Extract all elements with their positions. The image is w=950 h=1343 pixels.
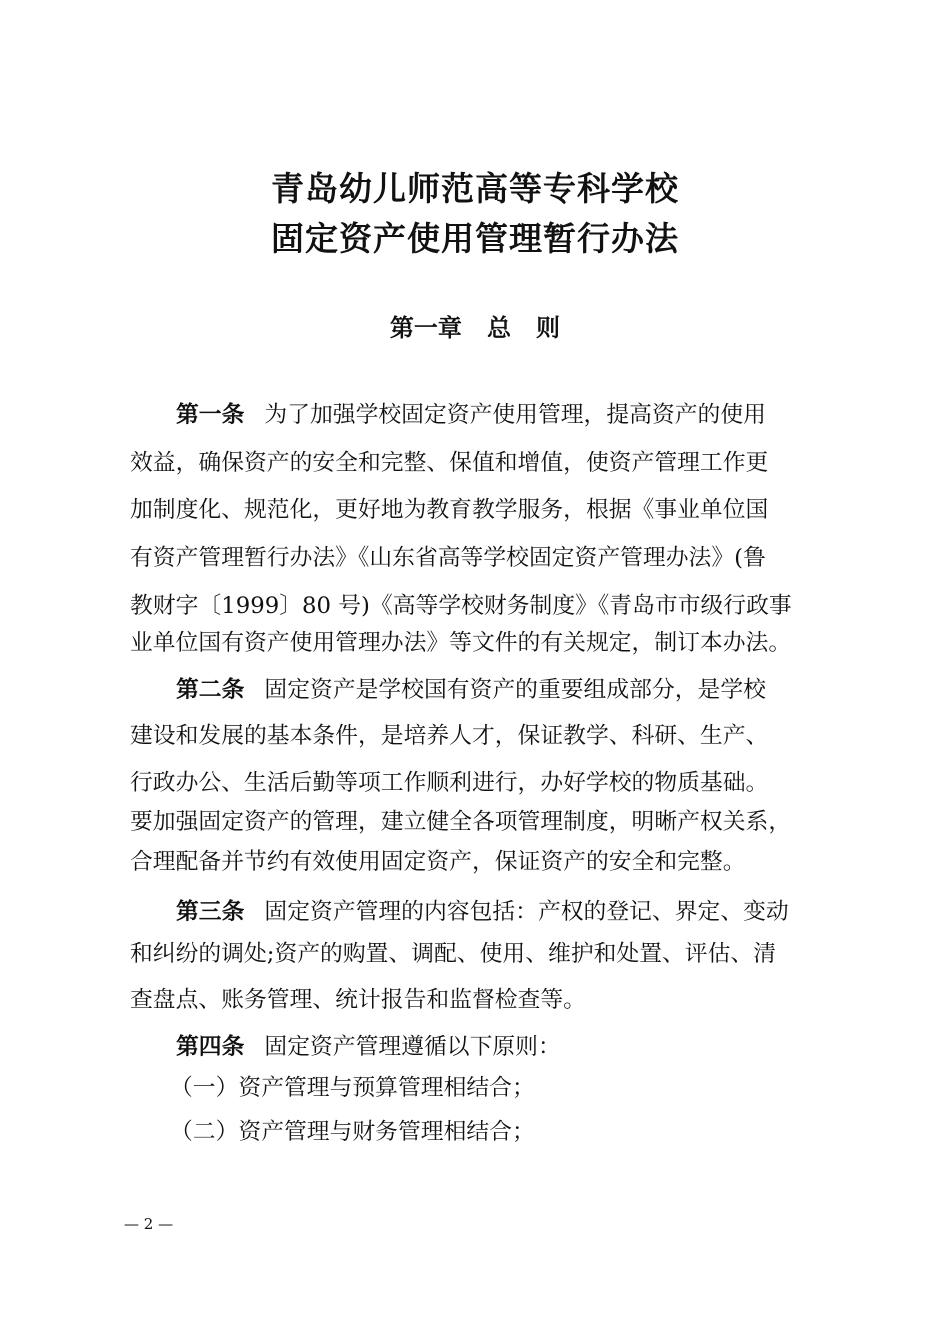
article3-text: 固定资产管理的内容包括：产权的登记、界定、变动 [264,899,789,925]
article2-line: 合理配备并节约有效使用固定资产，保证资产的安全和完整。 [130,849,746,875]
article1-line: 效益，确保资产的安全和完整、保值和增值，使资产管理工作更 [130,450,769,476]
article3-first-line [176,895,820,929]
article1-line: 业单位国有资产使用管理办法》等文件的有关规定，制订本办法。 [130,630,792,656]
article2-line: 建设和发展的基本条件，是培养人才，保证教学、科研、生产、 [130,723,769,749]
article3-line: 查盘点、账务管理、统计报告和监督检查等。 [130,987,586,1013]
article2-first-line [176,673,820,707]
article2-label: 第二条 [176,677,245,703]
article3-line: 和纠纷的调处;资产的购置、调配、使用、维护和处置、评估、清 [130,941,776,967]
article4-text: 固定资产管理遵循以下原则： [264,1034,561,1060]
principle-item: （一）资产管理与预算管理相结合； [170,1075,535,1101]
article3-label: 第三条 [176,899,245,925]
article2-line: 行政办公、生活后勤等项工作顺利进行，办好学校的物质基础。 [130,770,769,796]
chapter-heading: 第一章 总 则 [389,314,561,342]
article2-line: 要加强固定资产的管理，建立健全各项管理制度，明晰产权关系， [130,809,792,835]
article1-line: 教财字〔1999〕80 号)《高等学校财务制度》《青岛市市级行政事 [130,593,792,619]
principle-item: （二）资产管理与财务管理相结合； [170,1119,535,1145]
document-title-line2: 固定资产使用管理暂行办法 [271,219,679,258]
article1-text: 为了加强学校固定资产使用管理，提高资产的使用 [264,402,766,428]
document-title-line1: 青岛幼儿师范高等专科学校 [271,169,679,208]
article2-text: 固定资产是学校国有资产的重要组成部分，是学校 [264,677,766,703]
page-number: — 2 — [124,1215,174,1233]
article1-line: 加制度化、规范化，更好地为教育教学服务，根据《事业单位国 [130,497,769,523]
article4-first-line [176,1030,820,1064]
article1-line: 有资产管理暂行办法》《山东省高等学校固定资产管理办法》(鲁 [130,545,766,571]
article1-label: 第一条 [176,402,245,428]
article1-first-line [176,398,820,432]
article4-label: 第四条 [176,1034,245,1060]
